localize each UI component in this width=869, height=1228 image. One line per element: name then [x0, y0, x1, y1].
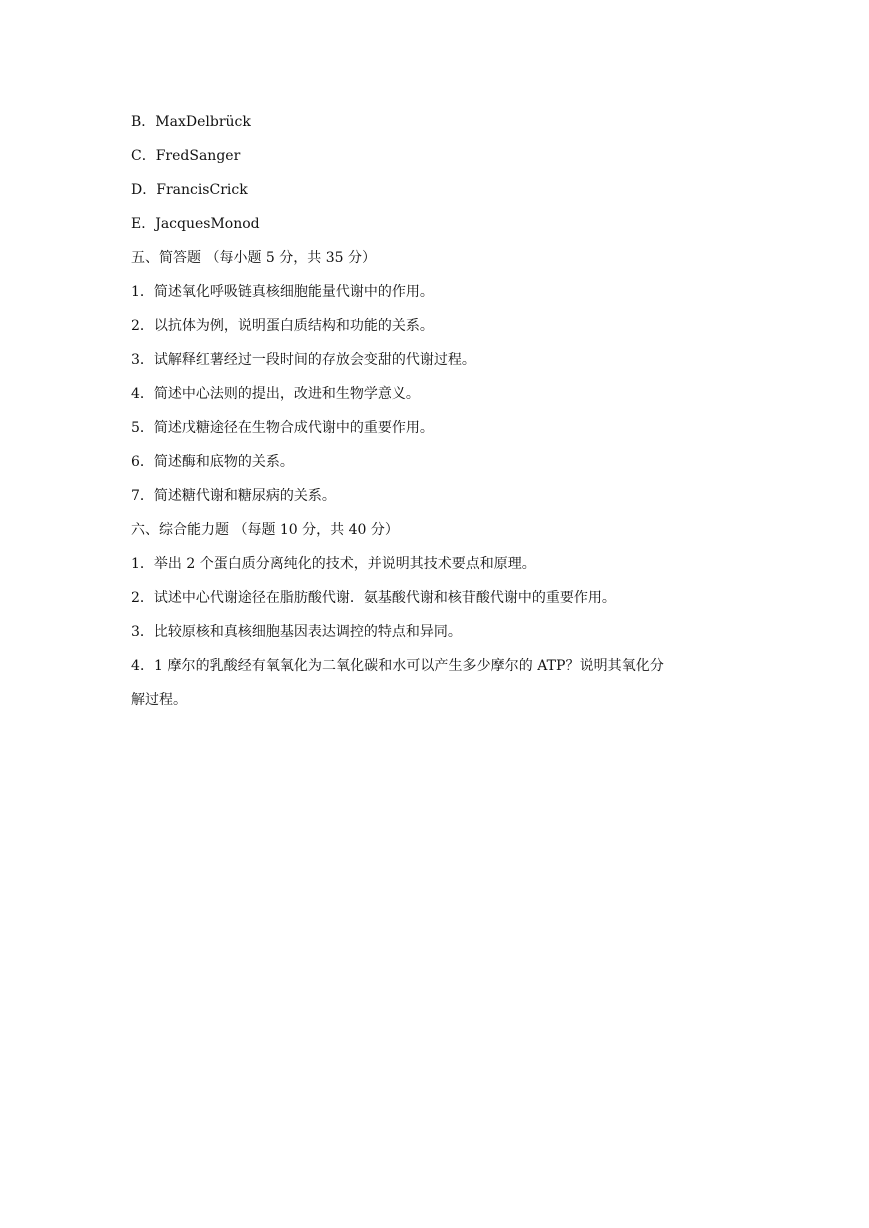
section-5-heading: 五、简答题 （每小题 5 分，共 35 分） — [131, 250, 376, 266]
option-e: E．JacquesMonod — [131, 216, 260, 232]
option-c: C．FredSanger — [131, 148, 241, 164]
section-6-question-1: 1．举出 2 个蛋白质分离纯化的技术，并说明其技术要点和原理。 — [131, 556, 536, 572]
section-5-question-2: 2．以抗体为例，说明蛋白质结构和功能的关系。 — [131, 318, 434, 334]
section-5-question-1: 1．简述氧化呼吸链真核细胞能量代谢中的作用。 — [131, 284, 434, 300]
option-d: D．FrancisCrick — [131, 182, 248, 198]
section-5-question-5: 5．简述戊糖途径在生物合成代谢中的重要作用。 — [131, 420, 434, 436]
section-6-heading: 六、综合能力题 （每题 10 分，共 40 分） — [131, 522, 399, 538]
section-6-question-3: 3．比较原核和真核细胞基因表达调控的特点和异同。 — [131, 624, 462, 640]
section-6-question-2: 2．试述中心代谢途径在脂肪酸代谢．氨基酸代谢和核苷酸代谢中的重要作用。 — [131, 590, 616, 606]
option-b: B．MaxDelbrück — [131, 114, 251, 130]
section-5-question-7: 7．简述糖代谢和糖尿病的关系。 — [131, 488, 336, 504]
section-5-question-4: 4．简述中心法则的提出，改进和生物学意义。 — [131, 386, 420, 402]
document-body — [131, 111, 731, 723]
section-5-question-3: 3．试解释红薯经过一段时间的存放会变甜的代谢过程。 — [131, 352, 476, 368]
section-6-question-4-continued: 解过程。 — [131, 692, 187, 708]
section-5-question-6: 6．简述酶和底物的关系。 — [131, 454, 294, 470]
section-6-question-4: 4．1 摩尔的乳酸经有氧氧化为二氧化碳和水可以产生多少摩尔的 ATP？说明其氧化分 — [131, 658, 664, 674]
